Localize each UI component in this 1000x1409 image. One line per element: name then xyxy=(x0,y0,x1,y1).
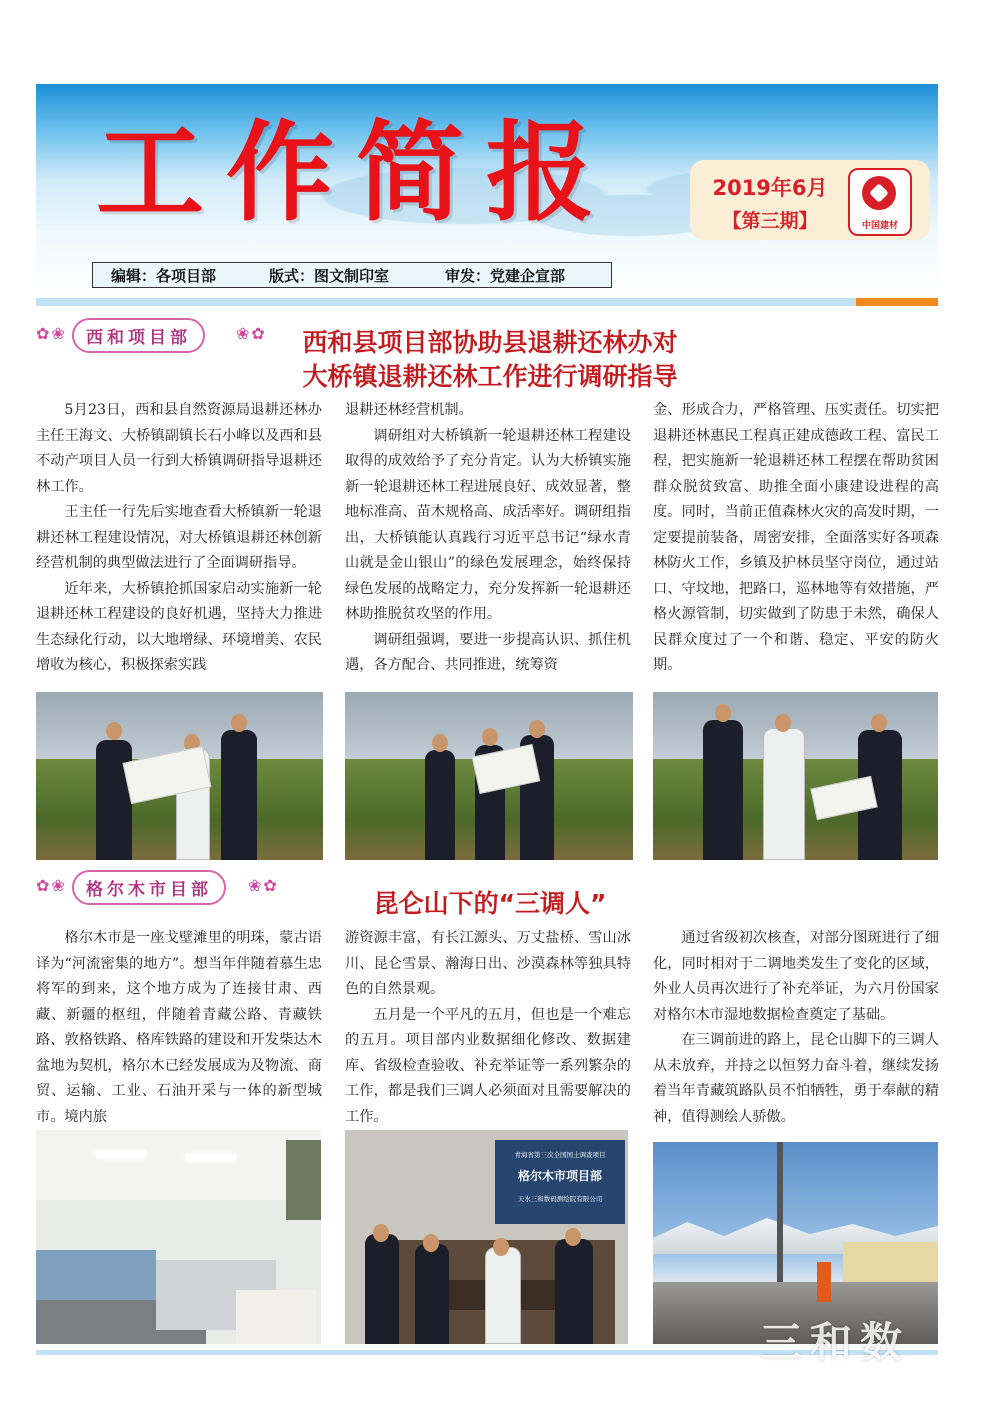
paragraph: 退耕还林经营机制。 xyxy=(345,402,473,418)
issue-date: 2019年6月 xyxy=(712,176,828,200)
review-credit: 审发：党建企宣部 xyxy=(445,267,566,285)
sign-line: 天水三和数码测绘院有限公司 xyxy=(517,1195,603,1203)
logo-text: 中国建材 xyxy=(861,221,898,231)
issue-number: 【第三期】 xyxy=(722,210,818,232)
sign-line: 青海省第三次全国国土调查项目 xyxy=(514,1151,606,1159)
newsletter-title: 工作简报 xyxy=(96,111,617,236)
section-tag-geermu xyxy=(36,866,298,906)
editor-credit: 编辑：各项目部 xyxy=(111,267,217,285)
watermark: 三和数 xyxy=(760,1318,911,1367)
photo-field-survey-2 xyxy=(345,692,633,860)
company-logo xyxy=(848,168,912,236)
paragraph: 五月是一个平凡的五月，但也是一个难忘的五月。项目部内业数据细化修改、数据建库、省级检查验收、补充举证等一系列繁杂的工作，都是我们三调人必须面对且需要解决的工作。 xyxy=(345,1006,631,1125)
paragraph: 5月23日，西和县自然资源局退耕还林办主任王海文、大桥镇副镇长石小峰以及西和县不动产项目人员一行到大桥镇调研指导退耕还林工作。 xyxy=(36,402,322,495)
flower-ornament-icon: ❀✿ xyxy=(248,876,279,895)
paragraph: 金、形成合力，严格管理、压实责任。切实把退耕还林惠民工程真正建成德政工程、富民工程，把实施新一轮退耕还林工程摆在帮助贫困群众脱贫致富、助推全面小康建设进程的高度。同时，当前正值森林火灾的高发时期，一定要提前装备，周密安排，全面落实好各项森林防火工作，乡镇及护林员坚守岗位，通过站口、守坟地，把路口，巡林地等有效措施，严格火源管制，切实做到了防患于未然，确保人民群众度过了一个和谐、稳定、平安的防火期。 xyxy=(653,402,939,673)
paragraph: 王主任一行先后实地查看大桥镇新一轮退耕还林工程建设情况，对大桥镇退耕还林创新经营机制的典型做法进行了全面调研指导。 xyxy=(36,504,322,571)
paragraph: 通过省级初次核查，对部分图斑进行了细化，同时相对于二调地类发生了变化的区域，外业人员再次进行了补充举证，为六月份国家对格尔木市湿地数据检查奠定了基础。 xyxy=(653,930,939,1023)
article1-column-3 xyxy=(653,398,939,679)
paragraph: 在三调前进的路上，昆仑山脚下的三调人从未放弃，并持之以恒努力奋斗着，继续发扬着当年青藏筑路队员不怕牺牲，勇于奉献的精神，值得测绘人骄傲。 xyxy=(653,1032,939,1125)
article2-column-1 xyxy=(36,926,322,1130)
flower-ornament-icon: ❀✿ xyxy=(236,324,267,343)
flower-ornament-icon: ✿❀ xyxy=(36,876,67,895)
divider-orange xyxy=(856,298,938,306)
article2-column-2 xyxy=(345,926,631,1130)
project-sign xyxy=(495,1140,625,1224)
headline-line: 西和县项目部协助县退耕还林办对 xyxy=(302,328,678,357)
section-tag-label: 格尔木市目部 xyxy=(72,870,226,905)
layout-credit: 版式：图文制印室 xyxy=(269,267,390,285)
paragraph: 格尔木市是一座戈壁滩里的明珠，蒙古语译为“河流密集的地方”。想当年伴随着慕生忠将军的到来，这个地方成为了连接甘肃、西藏、新疆的枢纽，伴随着青藏公路、青藏铁路、敦格铁路、格库铁路的建设和开发柴达木盆地为契机，格尔木已经发展成为及物流、商贸、运输、工业、石油开采与一体的新型城市。境内旅 xyxy=(36,930,322,1125)
logo-icon xyxy=(862,176,896,210)
article1-headline xyxy=(240,326,740,394)
paragraph: 游资源丰富，有长江源头、万丈盐桥、雪山冰川、昆仑雪景、瀚海日出、沙漠森林等独具特色的自然景观。 xyxy=(345,930,631,997)
flower-ornament-icon: ✿❀ xyxy=(36,324,67,343)
divider-blue xyxy=(36,298,856,306)
article1-column-1 xyxy=(36,398,322,679)
photo-project-office-meeting xyxy=(345,1130,628,1344)
section-tag-label: 西和项目部 xyxy=(72,318,205,353)
photo-field-survey-1 xyxy=(36,692,323,860)
paragraph: 近年来，大桥镇抢抓国家启动实施新一轮退耕还林工程建设的良好机遇，坚持大力推进生态绿化行动，以大地增绿、环境增美、农民增收为核心，积极探索实践 xyxy=(36,580,322,673)
article2-headline: 昆仑山下的“三调人” xyxy=(373,889,607,918)
headline-line: 大桥镇退耕还林工作进行调研指导 xyxy=(302,362,678,391)
photo-field-survey-3 xyxy=(653,692,938,860)
photo-office-workspace xyxy=(36,1130,321,1344)
paragraph: 调研组对大桥镇新一轮退耕还林工程建设取得的成效给予了充分肯定。认为大桥镇实施新一轮退耕还林工程进展良好、成效显著，整地标准高、苗木规格高、成活率好。调研组指出，大桥镇能认真践行习近平总书记“绿水青山就是金山银山”的绿色发展理念，始终保持绿色发展的战略定力，充分发挥新一轮退耕还林助推脱贫攻坚的作用。 xyxy=(345,427,631,622)
article2-column-3 xyxy=(653,926,939,1130)
sign-line: 格尔木市项目部 xyxy=(517,1169,602,1183)
credits-bar xyxy=(92,262,612,288)
article1-column-2 xyxy=(345,398,631,679)
paragraph: 调研组强调，要进一步提高认识、抓住机遇，各方配合、共同推进，统筹资 xyxy=(345,631,631,673)
